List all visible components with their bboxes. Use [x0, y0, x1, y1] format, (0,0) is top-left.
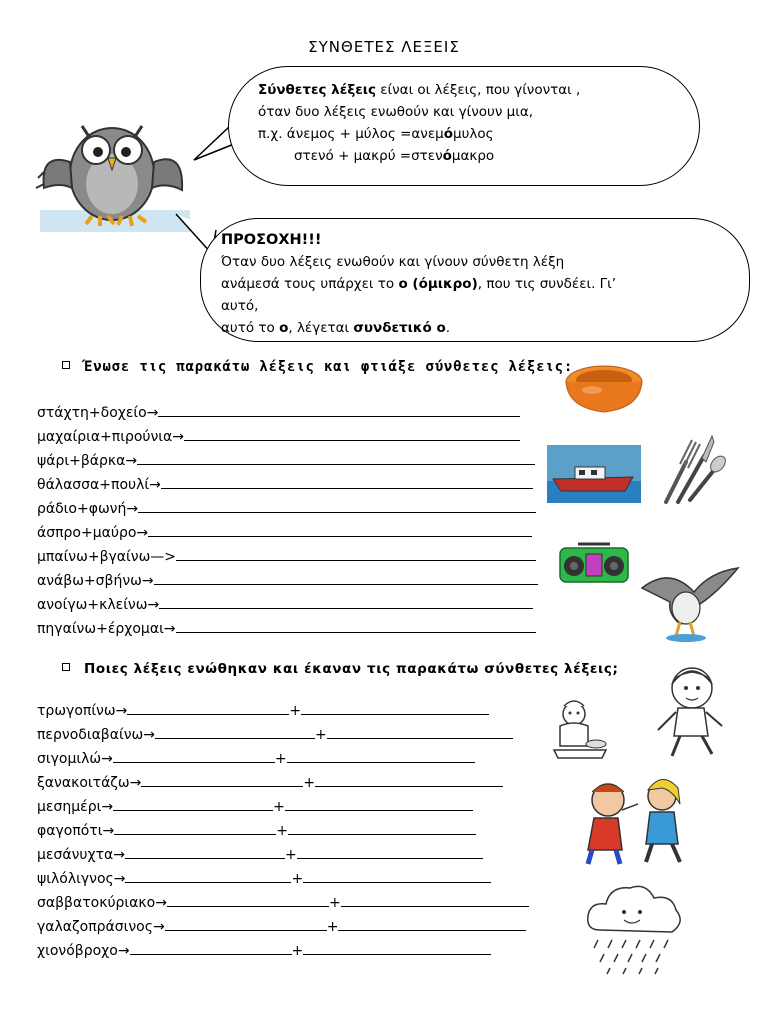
- answer-line-second[interactable]: [341, 894, 529, 907]
- exercise-1-prompt: ράδιο+φωνή→: [37, 501, 139, 517]
- exercise-1-prompt: μπαίνω+βγαίνω—>: [37, 549, 177, 565]
- page-title: ΣΥΝΘΕΤΕΣ ΛΕΞΕΙΣ: [308, 38, 460, 56]
- boombox-icon: [556, 536, 632, 586]
- answer-line-first[interactable]: [155, 726, 315, 739]
- exercise-2-row: [37, 846, 483, 863]
- answer-line[interactable]: [138, 500, 536, 513]
- attention-o: ο: [279, 320, 289, 336]
- answer-line[interactable]: [158, 404, 520, 417]
- answer-line-first[interactable]: [130, 942, 292, 955]
- exercise-1-prompt: άσπρο+μαύρο→: [37, 525, 149, 541]
- cutlery-icon: [656, 432, 726, 504]
- answer-line[interactable]: [159, 596, 533, 609]
- exercise-2-row: [37, 726, 513, 743]
- answer-line[interactable]: [154, 572, 538, 585]
- attention-line-4-e: .: [445, 320, 451, 336]
- answer-line-first[interactable]: [125, 846, 285, 859]
- section-2-heading: [62, 661, 618, 677]
- answer-line-second[interactable]: [327, 726, 513, 739]
- answer-line-second[interactable]: [303, 870, 491, 883]
- exercise-1-row: [37, 428, 520, 445]
- definition-term: Σύνθετες λέξεις: [258, 82, 376, 98]
- section-2-heading-text: Ποιες λέξεις ενώθηκαν και έκαναν τις παρακάτω σύνθετες λέξεις;: [84, 661, 619, 677]
- attention-line-4-c: , λέγεται: [288, 320, 354, 336]
- exercise-2-prompt: ξανακοιτάζω→: [37, 775, 142, 791]
- exercise-2-prompt: γαλαζοπράσινος→: [37, 919, 165, 935]
- exercise-2-row: [37, 750, 475, 767]
- boat-icon: [547, 445, 641, 503]
- exercise-2-row: [37, 918, 526, 935]
- exercise-1-row: [37, 596, 533, 613]
- answer-line-second[interactable]: [285, 798, 473, 811]
- answer-line-first[interactable]: [125, 870, 291, 883]
- exercise-2-prompt: χιονόβροχο→: [37, 943, 130, 959]
- exercise-2-row: [37, 822, 476, 839]
- exercise-1-prompt: ψάρι+βάρκα→: [37, 453, 138, 469]
- answer-line-second[interactable]: [338, 918, 526, 931]
- exercise-1-prompt: μαχαίρια+πιρούνια→: [37, 429, 185, 445]
- answer-line[interactable]: [148, 524, 532, 537]
- answer-line-first[interactable]: [113, 798, 273, 811]
- section-1-heading: [62, 359, 573, 375]
- plus-sign: +: [291, 871, 304, 887]
- answer-line-first[interactable]: [167, 894, 329, 907]
- seagull-icon: [640, 562, 740, 644]
- exercise-2-row: [37, 774, 503, 791]
- plus-sign: +: [284, 847, 297, 863]
- exercise-2-prompt: σαββατοκύριακο→: [37, 895, 167, 911]
- exercise-1-prompt: ανάβω+σβήνω→: [37, 573, 154, 589]
- exercise-2-prompt: μεσημέρι→: [37, 799, 114, 815]
- example-1-o: ό: [443, 126, 453, 142]
- attention-heading: ΠΡΟΣΟΧΗ!!!: [221, 232, 322, 248]
- attention-line-1: Όταν δυο λέξεις ενωθούν και γίνουν σύνθετη λέξη: [221, 254, 565, 270]
- exercise-1-row: [37, 476, 533, 493]
- plus-sign: +: [273, 799, 285, 815]
- answer-line-second[interactable]: [288, 822, 476, 835]
- bullet-icon: [62, 663, 70, 671]
- attention-line-2-c: , που τις συνδέει. Γι’: [477, 276, 617, 292]
- connecting-o-term: συνδετικό ο: [353, 320, 446, 336]
- exercise-1-prompt: στάχτη+δοχείο→: [37, 405, 159, 421]
- exercise-2-prompt: περνοδιαβαίνω→: [37, 727, 155, 743]
- plus-sign: +: [274, 751, 287, 767]
- ashtray-icon: [562, 360, 646, 420]
- plus-sign: +: [276, 823, 288, 839]
- answer-line-first[interactable]: [127, 702, 289, 715]
- exercise-1-prompt: ανοίγω+κλείνω→: [37, 597, 160, 613]
- answer-line-first[interactable]: [114, 822, 276, 835]
- exercise-1-row: [37, 620, 536, 637]
- attention-line-3: αυτό,: [221, 298, 259, 314]
- example-2-o: ό: [442, 148, 452, 164]
- answer-line-first[interactable]: [141, 774, 303, 787]
- answer-line-second[interactable]: [297, 846, 483, 859]
- attention-text: [221, 229, 721, 339]
- definition-line-1: είναι οι λέξεις, που γίνονται ,: [375, 82, 581, 98]
- plus-sign: +: [314, 727, 327, 743]
- exercise-2-prompt: φαγοπότι→: [37, 823, 115, 839]
- definition-text: [258, 79, 580, 167]
- attention-omikron: ο (όμικρο): [398, 276, 478, 292]
- answer-line-first[interactable]: [165, 918, 327, 931]
- bullet-icon: [62, 361, 70, 369]
- chef-icon: [546, 694, 612, 762]
- exercise-1-prompt: θάλασσα+πουλί→: [37, 477, 161, 493]
- exercise-2-row: [37, 702, 489, 719]
- definition-line-2: όταν δυο λέξεις ενωθούν και γίνουν μια,: [258, 104, 534, 120]
- answer-line[interactable]: [176, 548, 536, 561]
- attention-line-4-a: αυτό το: [221, 320, 280, 336]
- section-1-heading-text: Ένωσε τις παρακάτω λέξεις και φτιάξε σύνθετες λέξεις:: [84, 359, 574, 375]
- answer-line-second[interactable]: [303, 942, 491, 955]
- example-1-a: π.χ. άνεμος + μύλος =ανεμ: [258, 126, 444, 142]
- answer-line[interactable]: [176, 620, 536, 633]
- exercise-1-row: [37, 548, 536, 565]
- example-2-c: μακρο: [451, 148, 495, 164]
- plus-sign: +: [291, 943, 304, 959]
- answer-line-second[interactable]: [301, 702, 489, 715]
- answer-line-second[interactable]: [287, 750, 475, 763]
- exercise-2-row: [37, 798, 473, 815]
- answer-line[interactable]: [184, 428, 520, 441]
- exercise-2-row: [37, 894, 529, 911]
- answer-line-first[interactable]: [113, 750, 275, 763]
- exercise-1-row: [37, 404, 520, 421]
- answer-line[interactable]: [137, 452, 535, 465]
- exercise-1-row: [37, 524, 532, 541]
- exercise-2-prompt: ψιλόλιγνος→: [37, 871, 126, 887]
- plus-sign: +: [328, 895, 341, 911]
- answer-line-second[interactable]: [315, 774, 503, 787]
- example-1-c: μυλος: [453, 126, 494, 142]
- plus-sign: +: [289, 703, 302, 719]
- example-2-a: στενό + μακρύ =στεν: [294, 148, 443, 164]
- girl-icon: [650, 660, 730, 760]
- exercise-2-prompt: μεσάνυχτα→: [37, 847, 125, 863]
- exercise-2-row: [37, 870, 491, 887]
- rain-cloud-icon: [582, 878, 686, 978]
- plus-sign: +: [303, 775, 316, 791]
- exercise-1-row: [37, 572, 538, 589]
- exercise-2-prompt: σιγομιλώ→: [37, 751, 113, 767]
- exercise-2-row: [37, 942, 491, 959]
- attention-line-2-a: ανάμεσά τους υπάρχει το: [221, 276, 399, 292]
- plus-sign: +: [326, 919, 339, 935]
- whispering-people-icon: [568, 770, 702, 866]
- exercise-1-row: [37, 500, 536, 517]
- exercise-2-prompt: τρωγοπίνω→: [37, 703, 128, 719]
- exercise-1-prompt: πηγαίνω+έρχομαι→: [37, 621, 176, 637]
- exercise-1-row: [37, 452, 535, 469]
- answer-line[interactable]: [161, 476, 533, 489]
